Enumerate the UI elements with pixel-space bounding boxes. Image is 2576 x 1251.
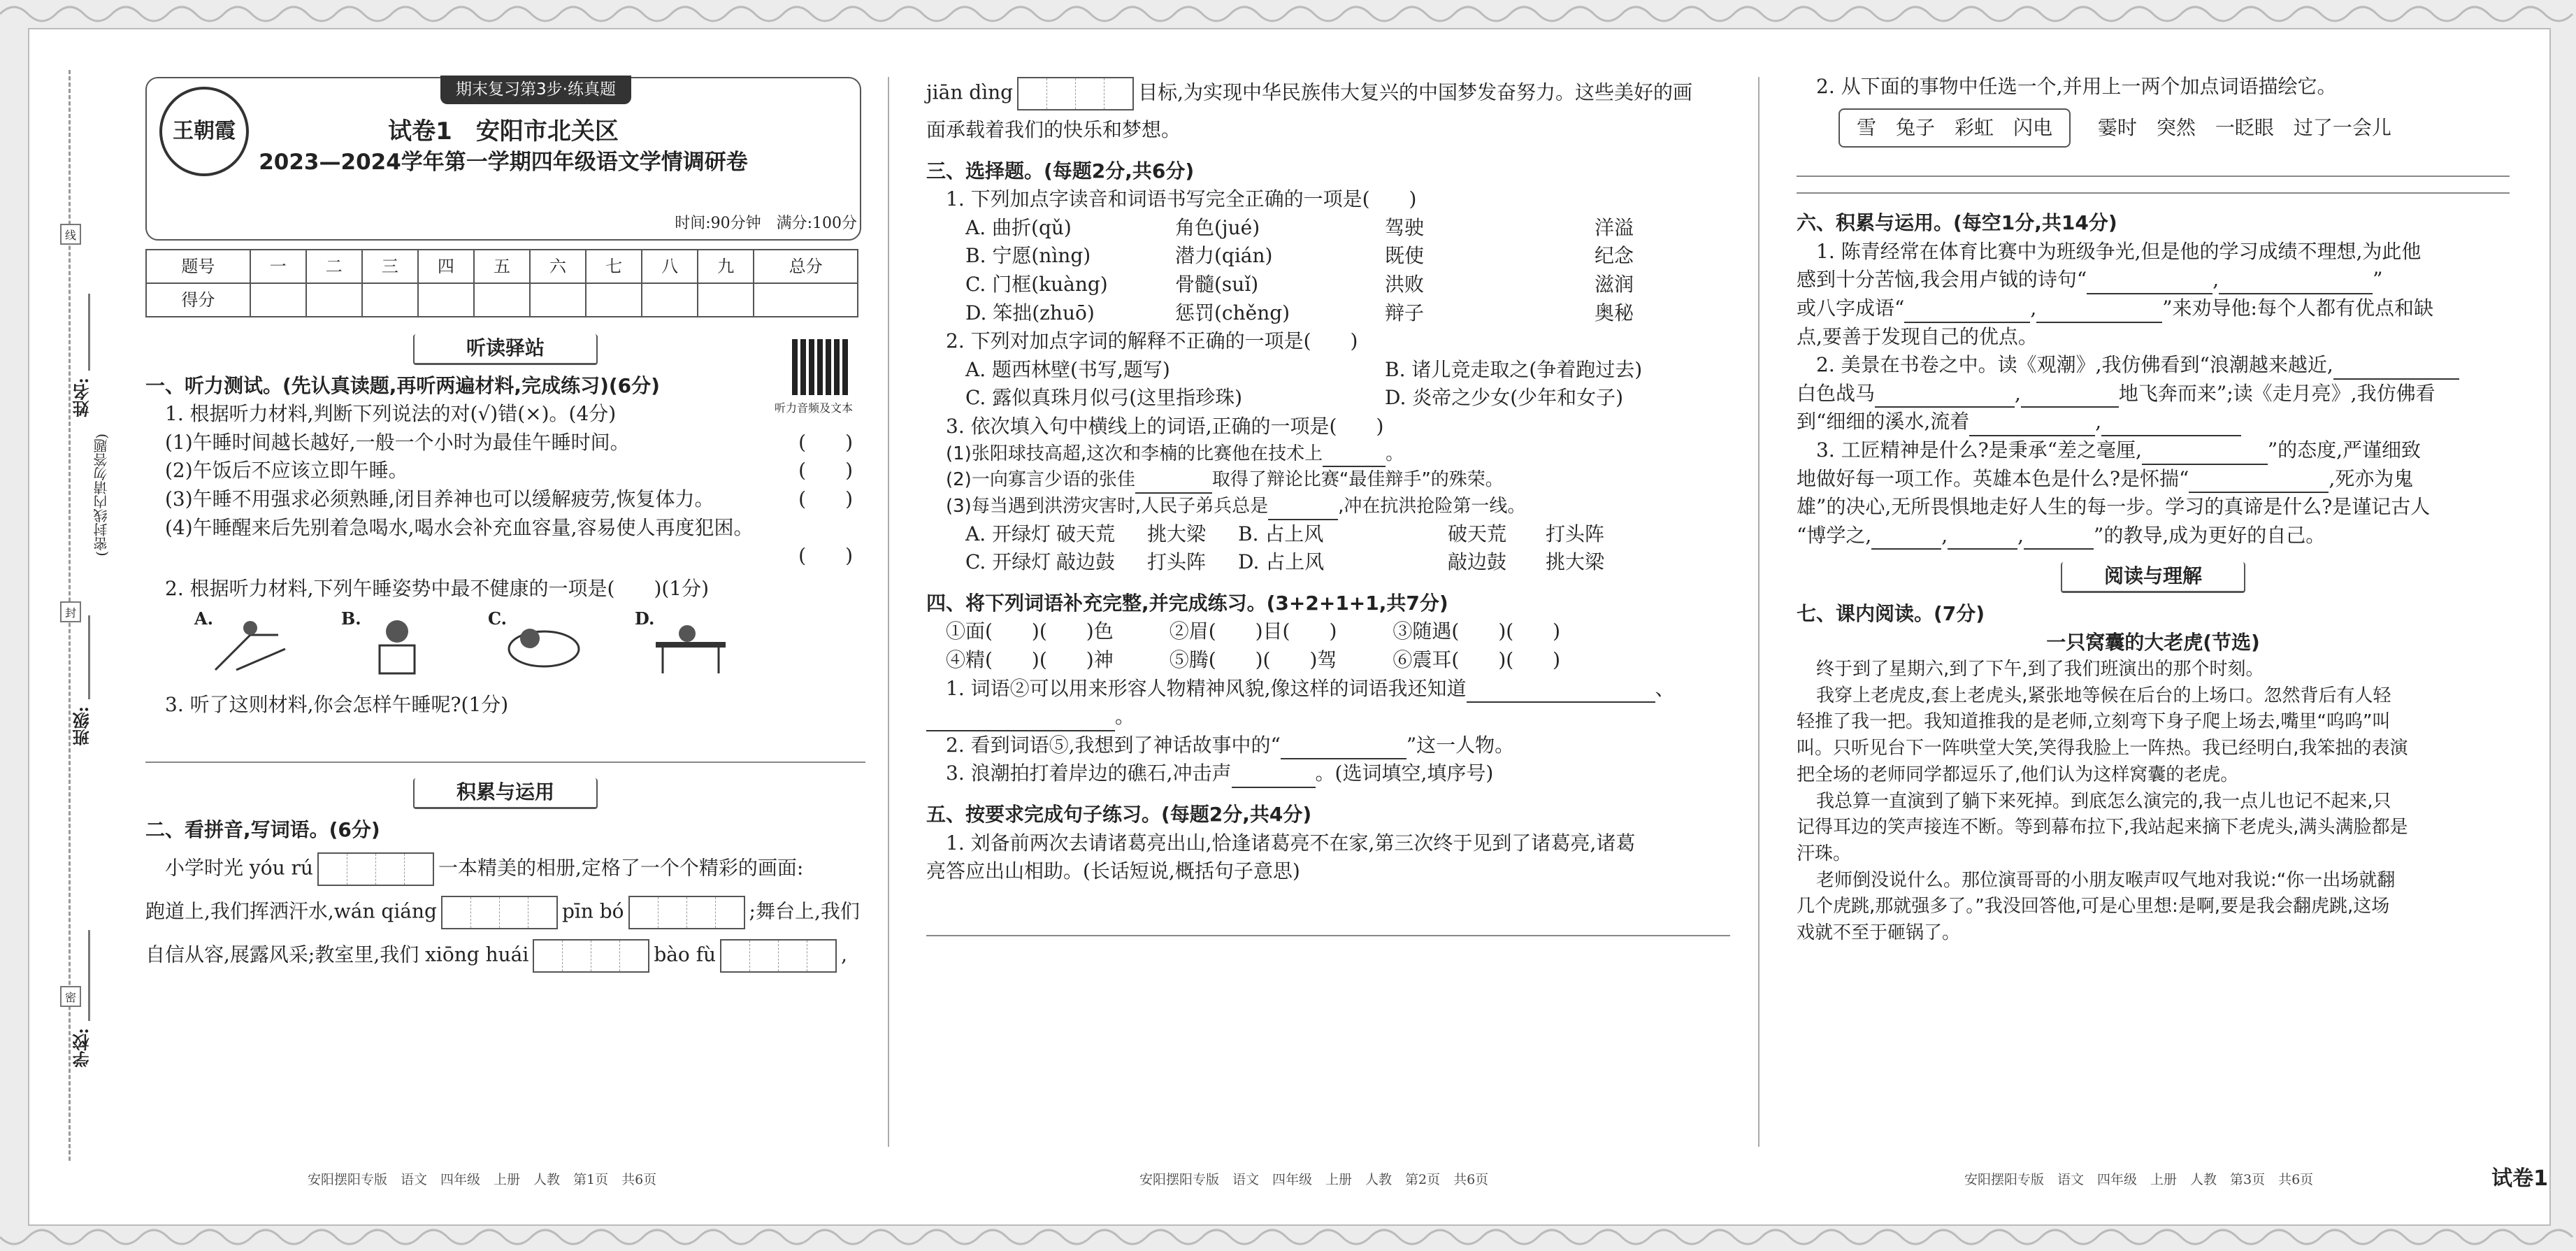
option-text: 打头阵 xyxy=(1147,550,1207,574)
sentence-text: (2)一向寡言少语的张佳 xyxy=(946,469,1135,491)
judge-text: (1)午睡时间越长越好,一般一个小时为最佳午睡时间。 xyxy=(165,430,630,454)
fill-blank[interactable] xyxy=(1281,738,1406,759)
option-text: 骨髓(suǐ) xyxy=(1175,272,1259,296)
footer-page-1: 安阳摆阳专版 语文 四年级 上册 人教 第1页 共6页 xyxy=(308,1172,657,1187)
question-text: 到“细细的溪水,流着 xyxy=(1797,410,1970,434)
score-table xyxy=(145,249,858,317)
q4-2 xyxy=(926,731,1730,760)
option-text: 破天荒 xyxy=(1448,522,1507,545)
option-text: 奥秘 xyxy=(1595,301,1634,324)
q6-2c: 到“细细的溪水,流着 , xyxy=(1797,408,2510,436)
page-3 xyxy=(1797,77,2510,1140)
choice-label: D. xyxy=(635,608,655,629)
q1-3: 3. 听了这则材料,你会怎样午睡呢?(1分) xyxy=(165,693,509,717)
name-field[interactable] xyxy=(88,294,90,371)
fill-word[interactable]: ③随遇( )( ) xyxy=(1393,620,1561,643)
review-step-tag: 期末复习第3步·练真题 xyxy=(440,76,631,104)
option-text: 角色(jué) xyxy=(1175,215,1260,239)
posture-b[interactable] xyxy=(341,607,446,684)
answer-line[interactable] xyxy=(926,935,1730,936)
punct: 。 xyxy=(1115,705,1135,729)
pinyin-prompt: 自信从容,展露风采;教室里,我们 xiōng huái xyxy=(145,943,529,966)
fill-blank[interactable] xyxy=(1871,529,1941,550)
char-grid[interactable] xyxy=(628,896,745,929)
fill-blank[interactable] xyxy=(2333,359,2459,380)
page-2 xyxy=(926,77,1730,1140)
option-text: 惩罚(chěng) xyxy=(1175,301,1290,324)
option-text[interactable]: A. 曲折(qǔ) xyxy=(965,215,1072,239)
story-line: 戏就不至于砸锅了。 xyxy=(1797,922,1961,943)
banner-listen: 听读驿站 xyxy=(413,334,598,365)
posture-d[interactable] xyxy=(635,607,740,684)
exam-title: 试卷1 安阳市北关区 xyxy=(388,117,619,145)
option-text: 潜力(qián) xyxy=(1175,244,1273,268)
option-text: 洪败 xyxy=(1385,272,1425,296)
q3-3-sentence xyxy=(926,467,1730,494)
fill-blank[interactable] xyxy=(926,710,1115,731)
pinyin-line-2 xyxy=(145,896,865,929)
judge-text: (3)午睡不用强求必须熟睡,闭目养神也可以缓解疲劳,恢复体力。 xyxy=(165,487,714,510)
judge-item xyxy=(145,485,865,514)
score-header: 九 xyxy=(698,250,754,283)
seal-tag-seal: 封 xyxy=(60,601,81,622)
fill-word[interactable]: ①面( )( )色 xyxy=(946,620,1114,643)
question-text: 地做好每一项工作。英雄本色是什么?是怀揣“ xyxy=(1797,466,2189,490)
score-row-label: 得分 xyxy=(146,283,250,317)
pinyin-prompt: jiān dìng xyxy=(926,80,1014,104)
question-text: 3. 工匠精神是什么?是秉承“差之毫厘, xyxy=(1816,438,2142,462)
option-text[interactable]: B. 占上风 xyxy=(1238,522,1324,545)
option-text[interactable]: C. 门框(kuàng) xyxy=(965,272,1108,296)
posture-pictures xyxy=(145,607,865,684)
pinyin-line-3 xyxy=(145,939,865,973)
fill-blank[interactable] xyxy=(2189,472,2329,493)
q3-1: 1. 下列加点字读音和词语书写完全正确的一项是( ) xyxy=(946,187,1417,211)
option-text: 驾驶 xyxy=(1385,215,1425,239)
fill-blank[interactable] xyxy=(1268,499,1338,520)
seal-tag-line: 线 xyxy=(60,224,81,245)
question-text: 或八字成语“ xyxy=(1797,296,1905,320)
option-text: 挑大梁 xyxy=(1147,522,1207,545)
score-row xyxy=(146,283,858,317)
qr-caption: 听力音频及文本 xyxy=(775,401,854,415)
exam-meta: 时间:90分钟 满分:100分 xyxy=(675,215,857,232)
name-label: 姓名: xyxy=(72,378,92,417)
score-header: 二 xyxy=(306,250,362,283)
question-text: 2. 美景在书卷之中。读《观潮》,我仿佛看到“浪潮越来越近, xyxy=(1816,353,2333,377)
option-text: 滋润 xyxy=(1595,272,1634,296)
posture-c[interactable] xyxy=(488,607,593,684)
option-text[interactable]: A. 题西林壁(书写,题写) xyxy=(965,357,1170,381)
char-grid[interactable] xyxy=(317,852,434,886)
pinyin-prompt: 跑道上,我们挥洒汗水,wán qiáng xyxy=(145,899,437,923)
passage-text: 面承载着我们的快乐和梦想。 xyxy=(926,118,1181,141)
question-text: ”的教导,成为更好的自己。 xyxy=(2094,523,2326,547)
question-text: 1. 词语②可以用来形容人物精神风貌,像这样的词语我还知道 xyxy=(946,676,1467,700)
story-line: 我穿上老虎皮,套上老虎头,紧张地等候在后台的上场口。忽然背后有人轻 xyxy=(1816,685,2391,706)
answer-line[interactable] xyxy=(145,762,865,763)
score-header-row xyxy=(146,250,858,283)
option-text[interactable]: C. 露似真珠月似弓(这里指珍珠) xyxy=(965,386,1243,410)
seal-tag-secret: 密 xyxy=(60,986,81,1007)
option-text: 打头阵 xyxy=(1546,522,1605,545)
q3-3-options xyxy=(926,520,1730,577)
score-cell[interactable] xyxy=(754,283,858,317)
section-5-title: 五、按要求完成句子练习。(每题2分,共4分) xyxy=(926,802,1312,826)
sentence-text: (3)每当遇到洪涝灾害时,人民子弟兵总是 xyxy=(946,495,1269,517)
story-body xyxy=(1797,657,2510,947)
q3-3-sentence xyxy=(926,494,1730,520)
option-text[interactable]: D. 笨拙(zhuō) xyxy=(965,301,1095,324)
section-7-title: 七、课内阅读。(7分) xyxy=(1797,601,1985,625)
choice-label: B. xyxy=(341,608,361,629)
reclining-chair-icon xyxy=(208,607,292,677)
fill-blank[interactable] xyxy=(2219,273,2373,294)
question-text: 地飞奔而来”;读《走月亮》,我仿佛看 xyxy=(2118,381,2435,405)
sitting-sleep-icon xyxy=(355,607,439,677)
score-cell[interactable] xyxy=(530,283,586,317)
question-text: 。(选词填空,填序号) xyxy=(1315,762,1494,785)
school-field[interactable] xyxy=(88,930,90,1021)
fill-blank[interactable] xyxy=(1969,415,2095,436)
fill-row xyxy=(926,617,1730,646)
q3-3: 3. 依次填入句中横线上的词语,正确的一项是( ) xyxy=(946,414,1384,438)
q3-3-sentence: (1)张阳球技高超,这次和李楠的比赛他在技术上 。 xyxy=(926,441,1730,468)
page-1 xyxy=(145,77,865,1140)
section-4-title: 四、将下列词语补充完整,并完成练习。(3+2+1+1,共7分) xyxy=(926,591,1448,615)
fill-blank[interactable] xyxy=(1948,529,2017,550)
question-text: 感到十分苦恼,我会用卢钺的诗句“ xyxy=(1797,268,2087,292)
answer-line[interactable] xyxy=(1797,192,2510,194)
section-3-title: 三、选择题。(每题2分,共6分) xyxy=(926,159,1195,183)
seal-note: (密封线内请勿答题) xyxy=(93,434,110,557)
story-line: 记得耳边的笑声接连不断。等到幕布拉下,我站起来摘下老虎头,满头满脸都是 xyxy=(1797,817,2408,838)
passage-text: , xyxy=(841,943,847,966)
q5-1: 1. 刘备前两次去请诸葛亮出山,恰逢诸葛亮不在家,第三次终于见到了诸葛亮,诸葛 xyxy=(946,831,1636,855)
fill-blank[interactable] xyxy=(2142,444,2268,465)
class-field[interactable] xyxy=(88,615,90,699)
choice-label: A. xyxy=(194,608,213,629)
q1-1: 1. 根据听力材料,判断下列说法的对(√)错(×)。(4分) xyxy=(165,402,617,426)
score-cell[interactable] xyxy=(418,283,474,317)
option-text: 洋溢 xyxy=(1595,215,1634,239)
score-header: 一 xyxy=(250,250,306,283)
q4-1b xyxy=(926,703,1730,731)
score-cell[interactable] xyxy=(586,283,642,317)
sentence-text: ,冲在抗洪抢险第一线。 xyxy=(1338,495,1526,517)
q3-1-options xyxy=(926,214,1730,327)
fill-blank[interactable] xyxy=(1232,767,1316,788)
paper-number: 试卷1 xyxy=(2491,1166,2548,1191)
lying-bed-icon xyxy=(502,607,586,677)
fill-word[interactable]: ②眉( )目( ) xyxy=(1169,620,1337,643)
footer-page-2: 安阳摆阳专版 语文 四年级 上册 人教 第2页 共6页 xyxy=(1139,1172,1489,1187)
passage-text: 目标,为实现中华民族伟大复兴的中国梦发奋努力。这些美好的画 xyxy=(1138,80,1693,104)
posture-a[interactable] xyxy=(194,607,299,684)
score-cell[interactable] xyxy=(474,283,530,317)
q6-1e: 点,要善于发现自己的优点。 xyxy=(1797,324,2038,348)
answer-paren[interactable]: ( ) xyxy=(798,487,853,510)
story-line: 终于到了星期六,到了下午,到了我们班演出的那个时刻。 xyxy=(1816,659,2264,680)
punct: 、 xyxy=(1655,676,1675,700)
school-label: 学校: xyxy=(72,1028,92,1068)
score-cell[interactable] xyxy=(362,283,418,317)
fill-blank[interactable] xyxy=(2021,387,2119,408)
char-grid[interactable] xyxy=(720,939,837,973)
footer-page-3: 安阳摆阳专版 语文 四年级 上册 人教 第3页 共6页 xyxy=(1964,1172,2314,1187)
banner-read: 阅读与理解 xyxy=(2061,562,2245,593)
qr-code[interactable] xyxy=(792,339,848,395)
option-text: 辩子 xyxy=(1385,301,1425,324)
fill-word[interactable]: ④精( )( )神 xyxy=(946,648,1114,671)
class-label: 班级: xyxy=(72,706,92,746)
option-text: 敲边鼓 xyxy=(1448,550,1507,574)
question-text: “博学之, xyxy=(1797,523,1872,547)
q3-2-options xyxy=(926,356,1730,413)
q6-2b: 白色战马 , 地飞奔而来”;读《走月亮》,我仿佛看 xyxy=(1797,380,2510,408)
score-cell[interactable] xyxy=(306,283,362,317)
q6-3b xyxy=(1797,465,2510,494)
option-text[interactable]: A. 开绿灯 xyxy=(965,522,1051,545)
option-text: 纪念 xyxy=(1595,244,1634,268)
story-title: 一只窝囊的大老虎(节选) xyxy=(2046,630,2260,654)
score-header: 总分 xyxy=(754,250,858,283)
q6-1: 1. 陈青经常在体育比赛中为班级争光,但是他的学习成绩不理想,为此他 xyxy=(1816,239,2422,263)
question-text: 2. 看到词语⑤,我想到了神话故事中的“ xyxy=(946,733,1281,757)
section-1-title: 一、听力测试。(先认真读题,再听两遍材料,完成练习)(6分) xyxy=(145,373,660,397)
score-header: 五 xyxy=(474,250,530,283)
column-divider xyxy=(888,77,889,1147)
score-header: 六 xyxy=(530,250,586,283)
fill-word[interactable]: ⑥震耳( )( ) xyxy=(1393,648,1561,671)
desk-sleep-icon xyxy=(649,607,733,677)
score-header: 七 xyxy=(586,250,642,283)
section-2-title: 二、看拼音,写词语。(6分) xyxy=(145,817,380,841)
passage-text: ;舞台上,我们 xyxy=(749,899,860,923)
story-line: 我总算一直演到了躺下来死掉。到底怎么演完的,我一点儿也记不起来,只 xyxy=(1816,790,2391,812)
judge-item xyxy=(145,429,865,457)
option-text: 挑大梁 xyxy=(1546,550,1605,574)
score-header: 题号 xyxy=(146,250,250,283)
q5-1b: 亮答应出山相助。(长话短说,概括句子意思) xyxy=(926,859,1300,883)
q6-2 xyxy=(1797,351,2510,380)
score-header: 八 xyxy=(642,250,698,283)
score-header: 四 xyxy=(418,250,474,283)
judge-item-paren xyxy=(145,542,865,571)
q4-1 xyxy=(926,675,1730,703)
score-cell[interactable] xyxy=(698,283,754,317)
score-cell[interactable] xyxy=(642,283,698,317)
score-header: 三 xyxy=(362,250,418,283)
char-grid[interactable] xyxy=(533,939,649,973)
char-grid[interactable] xyxy=(441,896,558,929)
sentence-text: (1)张阳球技高超,这次和李楠的比赛他在技术上 xyxy=(946,443,1323,464)
fill-blank[interactable] xyxy=(2036,302,2162,323)
passage-text: 一本精美的相册,定格了一个个精彩的画面: xyxy=(438,856,804,880)
q3-2: 2. 下列对加点字词的解释不正确的一项是( ) xyxy=(946,329,1358,353)
char-grid[interactable] xyxy=(1017,77,1134,110)
section-6-title: 六、积累与运用。(每空1分,共14分) xyxy=(1797,211,2117,235)
question-text: ”的态度,严谨细致 xyxy=(2267,438,2422,462)
option-text[interactable]: B. 诸儿竞走取之(争着跑过去) xyxy=(1385,357,1643,381)
pinyin-prompt: 小学时光 yóu rú xyxy=(165,856,313,880)
fill-blank[interactable] xyxy=(1323,446,1386,467)
q4-3 xyxy=(926,759,1730,788)
q6-1c: 或八字成语“ , ”来劝导他:每个人都有优点和缺 xyxy=(1797,294,2510,323)
answer-paren[interactable]: ( ) xyxy=(798,544,853,568)
pinyin-prompt: bào fù xyxy=(654,943,717,966)
story-line: 叫。只听见台下一阵哄堂大笑,笑得我脸上一阵热。我已经明白,我笨拙的表演 xyxy=(1797,738,2408,759)
fill-blank[interactable] xyxy=(1467,682,1655,703)
judge-text: (2)午饭后不应该立即午睡。 xyxy=(165,459,408,482)
q6-3 xyxy=(1797,436,2510,465)
option-text[interactable]: C. 开绿灯 xyxy=(965,550,1051,574)
story-line: 几个虎跳,那就强多了。”我没回答他,可是心里想:是啊,要是我会翻虎跳,这场 xyxy=(1797,896,2390,917)
fill-word[interactable]: ⑤腾( )( )驾 xyxy=(1169,648,1337,671)
fill-row xyxy=(926,646,1730,675)
story-line: 轻推了我一把。我知道推我的是老师,立刻弯下身子爬上场去,嘴里“呜呜”叫 xyxy=(1797,711,2391,733)
q5-2: 2. 从下面的事物中任选一个,并用上一两个加点词语描绘它。 xyxy=(1816,75,2337,98)
judge-item: (4)午睡醒来后先别着急喝水,喝水会补充血容量,容易使人再度犯困。 xyxy=(165,515,754,539)
fill-blank[interactable] xyxy=(1904,302,2030,323)
story-line: 汗珠。 xyxy=(1797,843,1852,864)
q6-3c: 雄”的决心,无所畏惧地走好人生的每一步。学习的真谛是什么?是谨记古人 xyxy=(1797,495,2431,519)
logo-text: 王朝霞 xyxy=(173,119,236,144)
judge-item xyxy=(145,457,865,485)
answer-paren[interactable]: ( ) xyxy=(798,459,853,482)
fill-blank[interactable] xyxy=(2101,415,2241,436)
answer-paren[interactable]: ( ) xyxy=(798,430,853,454)
q6-3d: “博学之, , , ”的教导,成为更好的自己。 xyxy=(1797,522,2510,550)
option-text: 既使 xyxy=(1385,244,1425,268)
pinyin-line-4 xyxy=(926,77,1730,110)
question-text: ,死亦为鬼 xyxy=(2329,466,2414,490)
option-text[interactable]: B. 宁愿(nìng) xyxy=(965,244,1091,268)
pinyin-line-1 xyxy=(145,852,865,886)
q5-2-words xyxy=(1797,108,2510,148)
option-text[interactable]: D. 占上风 xyxy=(1238,550,1325,574)
choice-label: C. xyxy=(488,608,508,629)
option-text: 破天荒 xyxy=(1056,522,1116,545)
score-cell[interactable] xyxy=(250,283,306,317)
story-line: 老师倒没说什么。那位演哥哥的小朋友喉声叹气地对我说:“你一出场就翻 xyxy=(1816,869,2396,891)
question-text: 3. 浪潮拍打着岸边的礁石,冲击声 xyxy=(946,762,1232,785)
banner-accum: 积累与运用 xyxy=(413,778,598,809)
story-line: 把全场的老师同学都逗乐了,他们认为这样窝囊的老虎。 xyxy=(1797,764,2239,785)
option-text: 敲边鼓 xyxy=(1056,550,1116,574)
exam-subtitle: 2023—2024学年第一学期四年级语文学情调研卷 xyxy=(259,150,748,175)
pinyin-prompt: pīn bó xyxy=(561,899,624,923)
question-text: ”来劝导他:每个人都有优点和缺 xyxy=(2162,296,2433,320)
q1-2: 2. 根据听力材料,下列午睡姿势中最不健康的一项是( )(1分) xyxy=(165,576,710,600)
dotted-words: 霎时 突然 一眨眼 过了一会儿 xyxy=(2097,115,2391,139)
exam-header xyxy=(145,77,861,241)
fill-blank[interactable] xyxy=(2087,273,2212,294)
answer-line[interactable] xyxy=(1797,176,2510,177)
fill-blank[interactable] xyxy=(1135,473,1212,494)
things-box: 雪 兔子 彩虹 闪电 xyxy=(1839,108,2071,148)
fill-blank[interactable] xyxy=(2024,529,2094,550)
question-text: 白色战马 xyxy=(1797,381,1876,405)
option-text[interactable]: D. 炎帝之少女(少年和女子) xyxy=(1385,386,1624,410)
question-text: ”这一人物。 xyxy=(1406,733,1515,757)
q6-1b: 感到十分苦恼,我会用卢钺的诗句“ , ” xyxy=(1797,266,2510,294)
fill-blank[interactable] xyxy=(1875,387,2015,408)
sentence-text: 取得了辩论比赛“最佳辩手”的殊荣。 xyxy=(1211,469,1504,491)
